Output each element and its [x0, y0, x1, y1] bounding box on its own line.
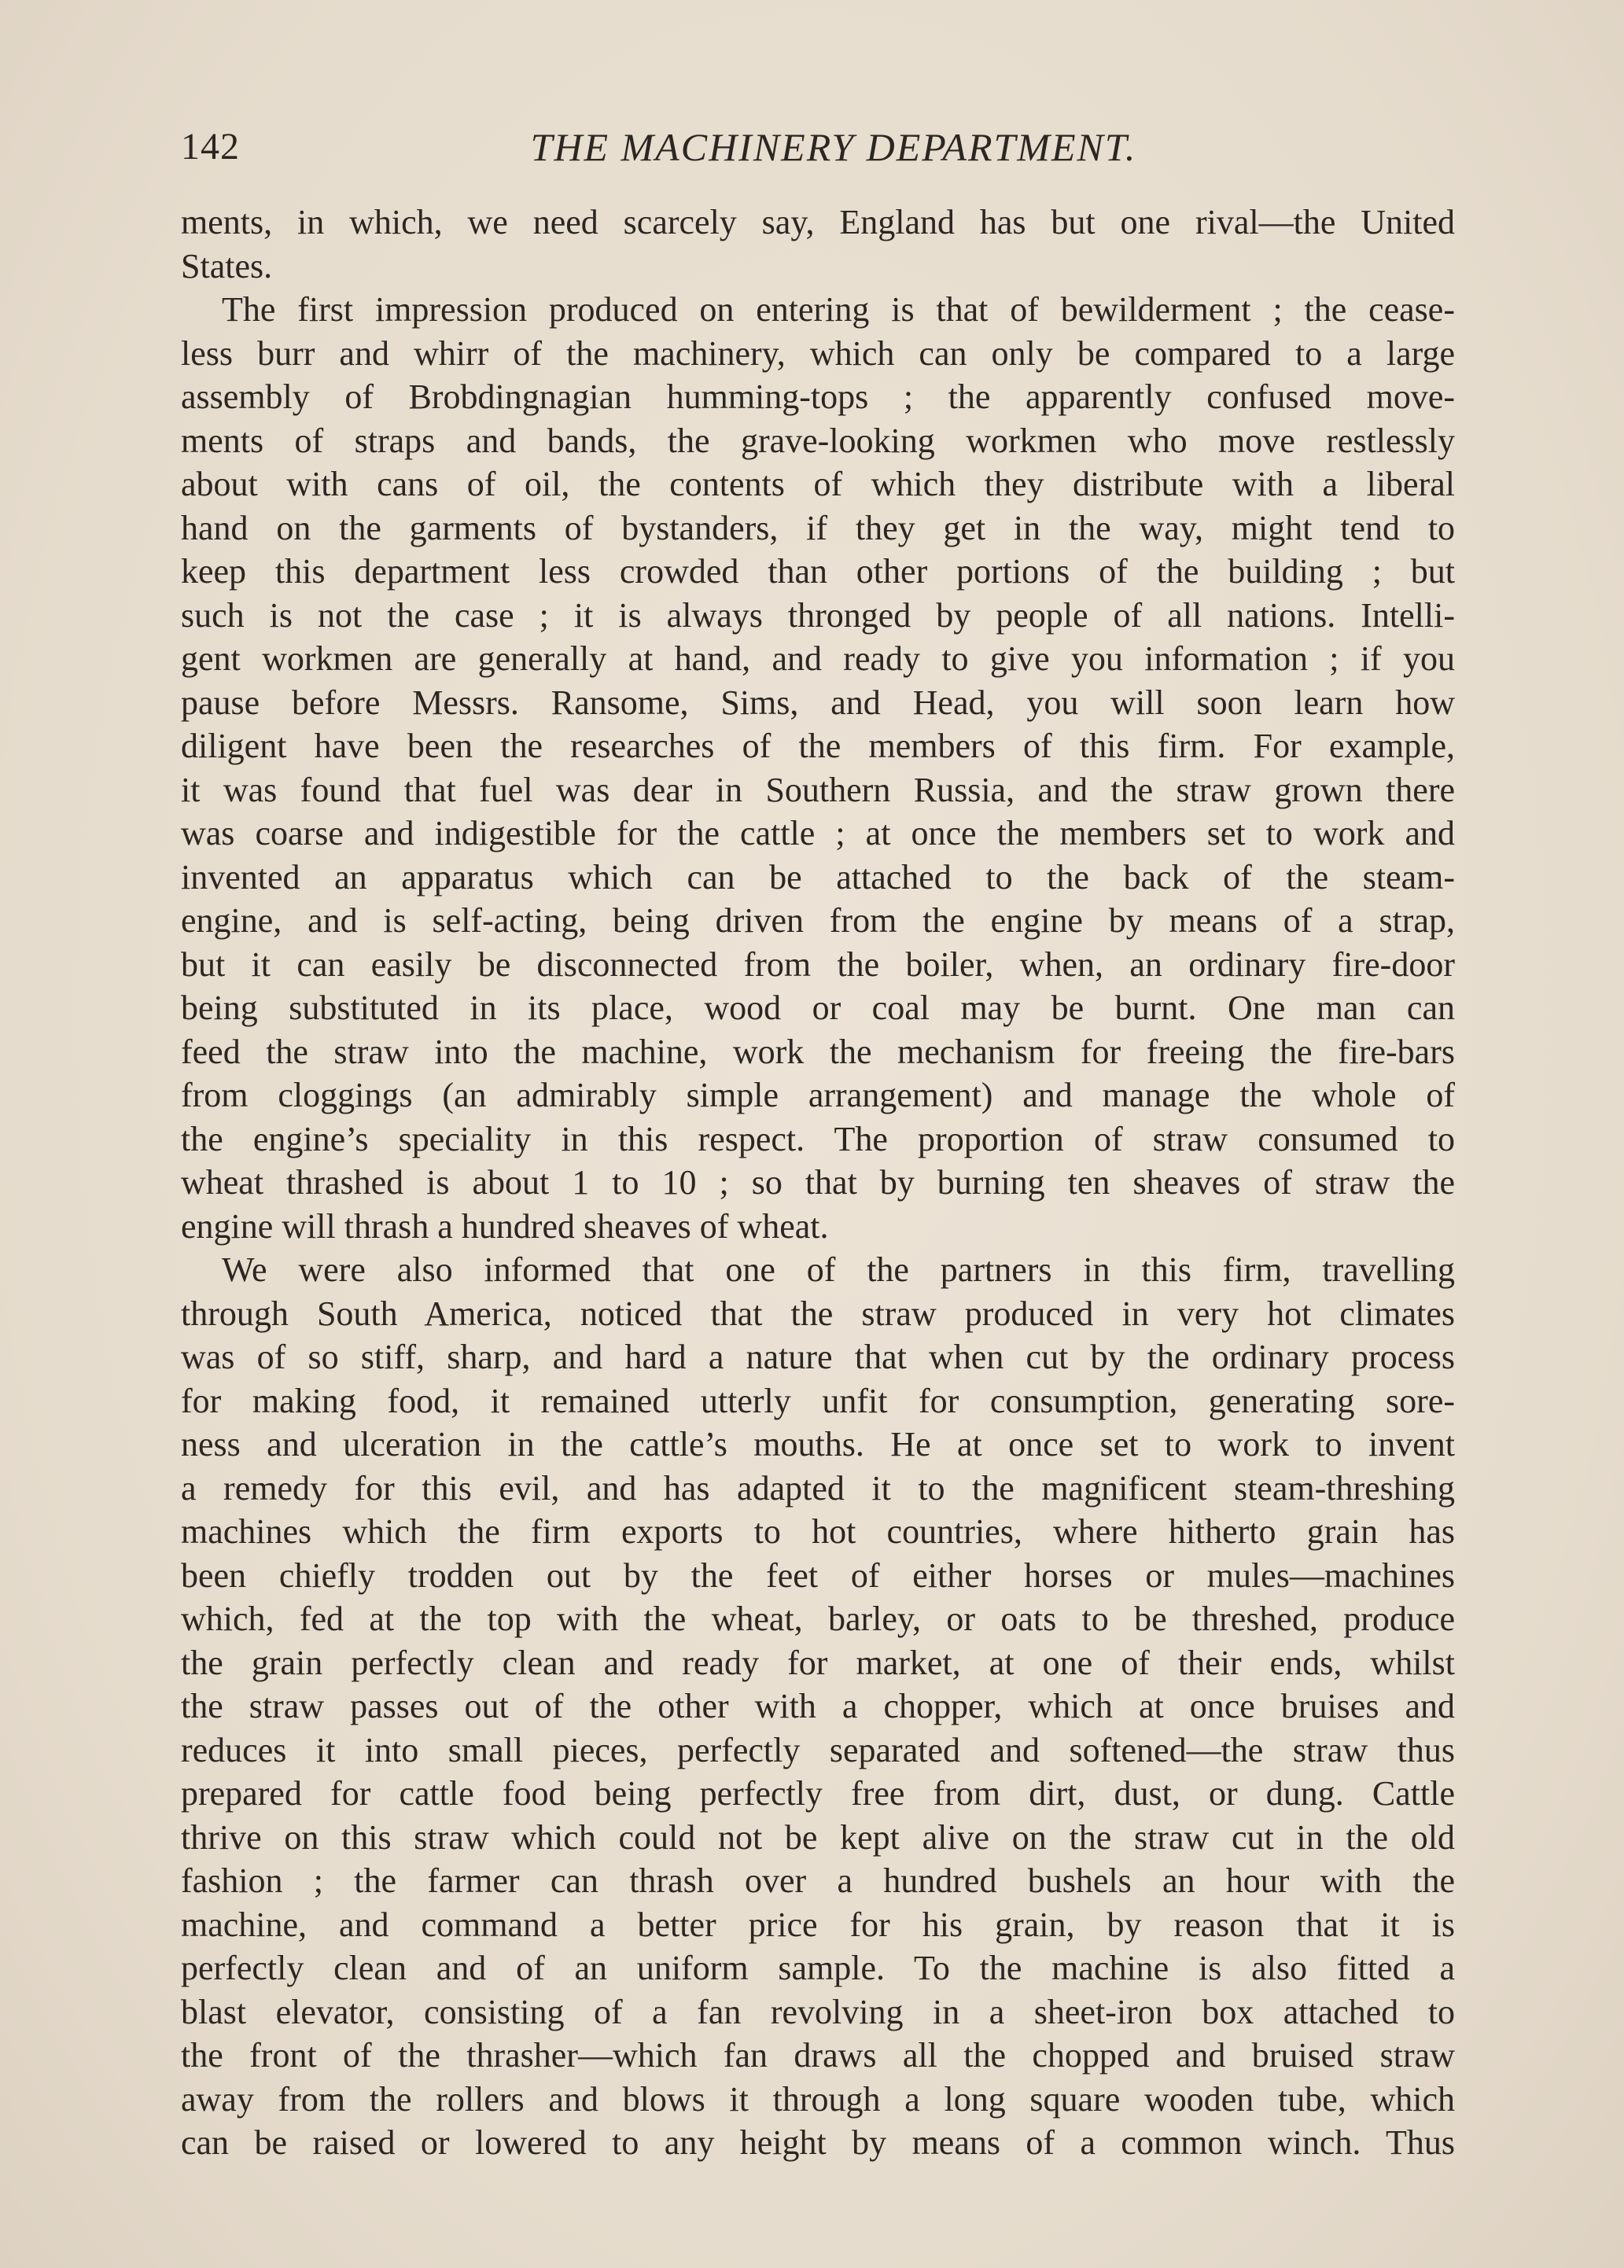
text-line: ments of straps and bands, the grave-looking workmen who move restlessly — [181, 421, 1455, 460]
page-number: 142 — [181, 126, 240, 168]
text-line: feed the straw into the machine, work the mechanism for freeing the fire-bars — [181, 1032, 1455, 1071]
text-line: wheat thrashed is about 1 to 10 ; so that by burning ten sheaves of straw the — [181, 1163, 1455, 1202]
text-line: can be raised or lowered to any height by means of a common winch. Thus — [181, 2123, 1455, 2162]
text-line: machines which the firm exports to hot countries, where hitherto grain has — [181, 1512, 1455, 1551]
paragraph-first-line: The first impression produced on entering is that of bewilderment ; the cease- — [222, 290, 1455, 329]
text-line: prepared for cattle food being perfectly free from dirt, dust, or dung. Cattle — [181, 1774, 1455, 1813]
text-line: the straw passes out of the other with a chopper, which at once bruises and — [181, 1687, 1455, 1725]
text-line: gent workmen are generally at hand, and ready to give you information ; if you — [181, 639, 1455, 678]
text-line: been chiefly trodden out by the feet of either horses or mules—machines — [181, 1556, 1455, 1595]
text-line: assembly of Brobdingnagian humming-tops ; the apparently confused move- — [181, 377, 1455, 416]
text-line: ness and ulceration in the cattle’s mouths. He at once set to work to invent — [181, 1425, 1455, 1464]
text-line: ments, in which, we need scarcely say, England has but one rival—the United — [181, 203, 1455, 241]
text-line: reduces it into small pieces, perfectly separated and softened—the straw thus — [181, 1730, 1455, 1769]
text-line: such is not the case ; it is always thronged by people of all nations. Intelli- — [181, 595, 1455, 635]
text-line: thrive on this straw which could not be kept alive on the straw cut in the old — [181, 1817, 1455, 1857]
text-line: pause before Messrs. Ransome, Sims, and Head, you will soon learn how — [181, 683, 1455, 722]
text-line: the front of the thrasher—which fan draws all the chopped and bruised straw — [181, 2036, 1455, 2075]
text-line: diligent have been the researches of the members of this firm. For example, — [181, 727, 1455, 765]
text-line: from cloggings (an admirably simple arrangement) and manage the whole of — [181, 1076, 1455, 1114]
text-line: through South America, noticed that the straw produced in very hot climates — [181, 1294, 1455, 1333]
text-line: engine will thrash a hundred sheaves of wheat. — [181, 1206, 829, 1246]
text-line: for making food, it remained utterly unfit for consumption, generating sore- — [181, 1381, 1455, 1420]
text-line: was coarse and indigestible for the cattle ; at once the members set to work and — [181, 814, 1455, 852]
paragraph-first-line: We were also informed that one of the partners in this firm, travelling — [222, 1250, 1455, 1289]
text-line: States. — [181, 246, 273, 285]
text-line: away from the rollers and blows it through a long square wooden tube, which — [181, 2079, 1455, 2119]
text-line: a remedy for this evil, and has adapted it to the magnificent steam-threshing — [181, 1468, 1455, 1508]
text-line: engine, and is self-acting, being driven from the engine by means of a strap, — [181, 901, 1455, 940]
text-line: perfectly clean and of an uniform sample. To the machine is also fitted a — [181, 1949, 1455, 1987]
text-line: but it can easily be disconnected from the boiler, when, an ordinary fire-door — [181, 944, 1455, 984]
text-line: keep this department less crowded than other portions of the building ; but — [181, 552, 1455, 591]
text-line: hand on the garments of bystanders, if they get in the way, might tend to — [181, 508, 1455, 547]
text-line: it was found that fuel was dear in Southern Russia, and the straw grown there — [181, 770, 1455, 809]
text-line: less burr and whirr of the machinery, which can only be compared to a large — [181, 333, 1455, 373]
text-line: being substituted in its place, wood or coal may be burnt. One man can — [181, 989, 1455, 1027]
text-line: about with cans of oil, the contents of which they distribute with a liberal — [181, 465, 1455, 503]
text-line: machine, and command a better price for his grain, by reason that it is — [181, 1905, 1455, 1944]
text-line: was of so stiff, sharp, and hard a nature that when cut by the ordinary process — [181, 1338, 1455, 1376]
text-line: fashion ; the farmer can thrash over a hundred bushels an hour with the — [181, 1861, 1455, 1900]
text-line: invented an apparatus which can be attached to the back of the steam- — [181, 857, 1455, 897]
body-text — [181, 201, 1455, 2165]
running-title: THE MACHINERY DEPARTMENT. — [530, 125, 1137, 169]
text-line: blast elevator, consisting of a fan revolving in a sheet-iron box attached to — [181, 1992, 1455, 2031]
text-line: the engine’s speciality in this respect. The proportion of straw consumed to — [181, 1119, 1455, 1158]
text-line: the grain perfectly clean and ready for market, at one of their ends, whilst — [181, 1643, 1455, 1682]
text-line: which, fed at the top with the wheat, barley, or oats to be threshed, produce — [181, 1600, 1455, 1638]
page-header — [181, 120, 1455, 175]
